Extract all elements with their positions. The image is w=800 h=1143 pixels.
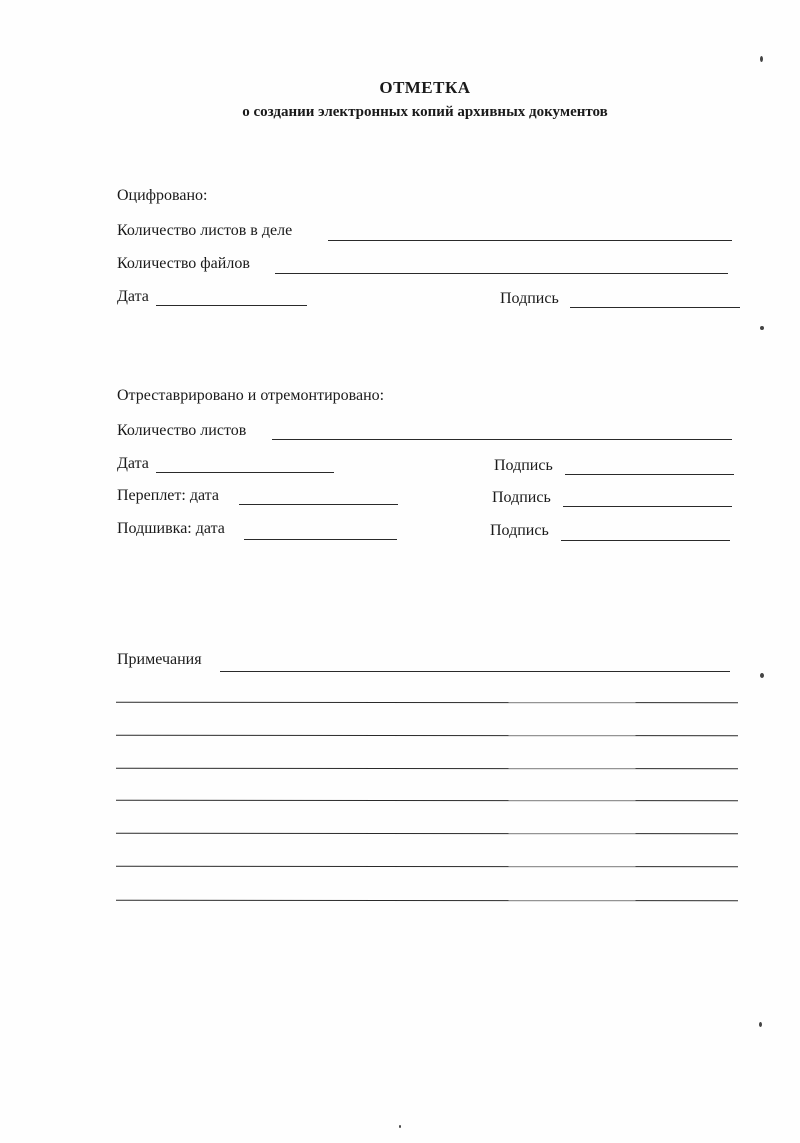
notes-line[interactable] xyxy=(116,768,738,770)
digitized-signature-field[interactable] xyxy=(570,307,740,308)
scan-speck xyxy=(760,673,764,678)
notes-line[interactable] xyxy=(116,866,738,868)
digitized-heading: Оцифровано: xyxy=(117,187,208,204)
scan-speck xyxy=(760,326,764,330)
sewing-signature-field[interactable] xyxy=(561,540,730,541)
notes-line[interactable] xyxy=(116,735,738,737)
restored-signature-field[interactable] xyxy=(565,474,734,475)
digitized-sheets-field[interactable] xyxy=(328,240,732,241)
binding-signature-field[interactable] xyxy=(563,506,732,507)
digitized-files-field[interactable] xyxy=(275,273,728,274)
restored-date-field[interactable] xyxy=(156,472,334,473)
restored-sheets-field[interactable] xyxy=(272,439,732,440)
scan-speck xyxy=(760,56,763,62)
notes-line[interactable] xyxy=(116,702,738,704)
binding-date-field[interactable] xyxy=(239,504,398,505)
restored-heading: Отреставрировано и отремонтировано: xyxy=(117,387,385,404)
restored-signature-label: Подпись xyxy=(494,457,553,474)
form-subtitle: о создании электронных копий архивных документов xyxy=(242,104,608,120)
notes-label: Примечания xyxy=(117,651,202,668)
binding-date-label: Переплет: дата xyxy=(117,487,219,504)
form-title: ОТМЕТКА xyxy=(379,78,471,97)
scan-speck xyxy=(759,1022,762,1027)
digitized-date-field[interactable] xyxy=(156,305,307,306)
digitized-signature-label: Подпись xyxy=(500,290,559,307)
restored-date-label: Дата xyxy=(117,455,149,472)
sewing-signature-label: Подпись xyxy=(490,522,549,539)
digitized-files-label: Количество файлов xyxy=(117,255,250,272)
restored-sheets-label: Количество листов xyxy=(117,422,247,439)
notes-field-line[interactable] xyxy=(220,671,730,672)
notes-line[interactable] xyxy=(116,833,738,835)
sewing-date-field[interactable] xyxy=(244,539,397,540)
sewing-date-label: Подшивка: дата xyxy=(117,520,225,537)
digitized-sheets-label: Количество листов в деле xyxy=(117,222,293,239)
notes-line[interactable] xyxy=(116,900,738,902)
digitized-date-label: Дата xyxy=(117,288,149,305)
scan-speck xyxy=(399,1125,401,1128)
notes-line[interactable] xyxy=(116,800,738,802)
binding-signature-label: Подпись xyxy=(492,489,551,506)
